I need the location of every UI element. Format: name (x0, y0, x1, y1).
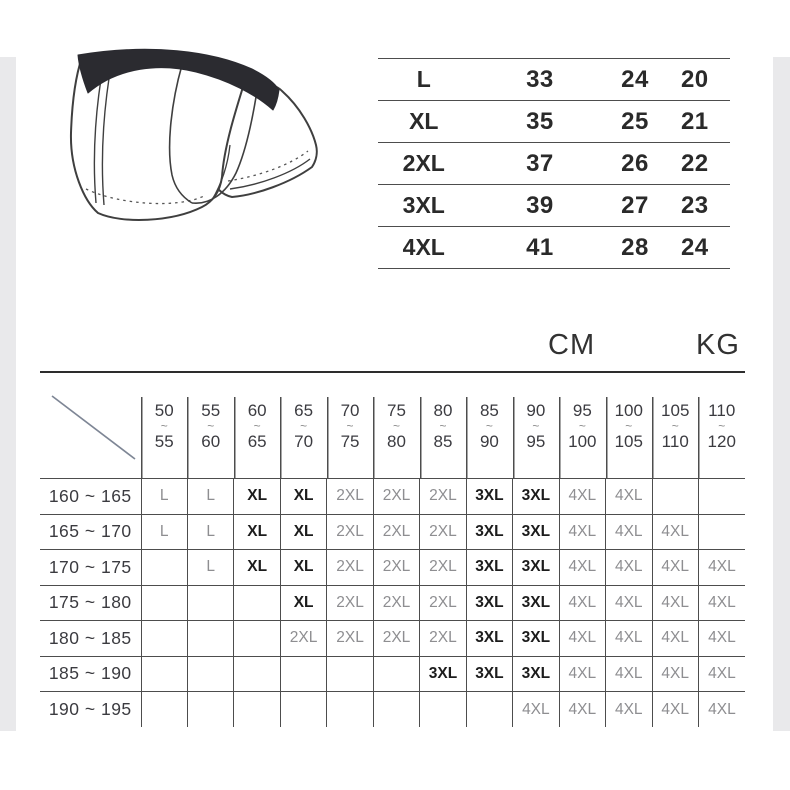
size-cell: 4XL (652, 621, 698, 657)
size-cell (466, 692, 512, 728)
size-cell: 4XL (606, 550, 652, 586)
size-cell: 2XL (327, 514, 373, 550)
size-cell: L (187, 550, 233, 586)
size-matrix-table (40, 371, 745, 727)
size-cell: L (187, 479, 233, 515)
size-label: 2XL (378, 143, 470, 185)
height-range-label: 180 ~ 185 (40, 621, 141, 657)
size-cell (141, 585, 187, 621)
weight-to: 75 (340, 431, 360, 451)
height-range-label: 175 ~ 180 (40, 585, 141, 621)
size-cell: 2XL (373, 585, 419, 621)
size-cell (698, 514, 745, 550)
measurement-value: 21 (660, 101, 730, 143)
matrix-corner-cell (40, 372, 141, 479)
matrix-row (40, 550, 745, 586)
size-cell (327, 656, 373, 692)
measurement-value: 28 (610, 227, 659, 269)
size-cell: 4XL (559, 585, 605, 621)
size-cell: 4XL (652, 585, 698, 621)
matrix-row (40, 585, 745, 621)
size-cell: 4XL (559, 550, 605, 586)
measurement-value: 35 (470, 101, 611, 143)
height-range-label: 170 ~ 175 (40, 550, 141, 586)
size-cell: 4XL (652, 514, 698, 550)
size-cell: 3XL (466, 656, 512, 692)
weight-from: 80 (433, 400, 453, 420)
size-cell: 2XL (327, 550, 373, 586)
size-cell (652, 479, 698, 515)
size-cell: 4XL (606, 692, 652, 728)
size-cell: 3XL (513, 621, 559, 657)
size-cell: L (187, 514, 233, 550)
weight-range-header (327, 372, 373, 479)
size-cell: 4XL (652, 656, 698, 692)
size-cell: 2XL (420, 479, 466, 515)
measurement-row (378, 59, 730, 101)
weight-range-header (559, 372, 605, 479)
range-tilde: ~ (625, 418, 633, 433)
weight-range-header (420, 372, 466, 479)
weight-to: 100 (568, 431, 597, 451)
weight-from: 55 (201, 400, 221, 420)
size-cell: 4XL (698, 692, 745, 728)
size-cell (234, 621, 280, 657)
measurement-row (378, 101, 730, 143)
size-cell: 2XL (420, 585, 466, 621)
range-tilde: ~ (718, 418, 726, 433)
size-cell: XL (280, 585, 326, 621)
size-cell: 3XL (513, 656, 559, 692)
size-cell: L (141, 514, 187, 550)
weight-to: 60 (201, 431, 221, 451)
matrix-row (40, 514, 745, 550)
height-range-label: 190 ~ 195 (48, 699, 132, 719)
size-cell (280, 656, 326, 692)
weight-from: 95 (572, 400, 592, 420)
size-cell: XL (280, 550, 326, 586)
size-cell (234, 692, 280, 728)
measurement-value: 37 (470, 143, 611, 185)
size-cell: 4XL (513, 692, 559, 728)
size-cell: 2XL (373, 479, 419, 515)
size-cell (420, 692, 466, 728)
size-cell: 4XL (559, 479, 605, 515)
weight-from: 75 (387, 400, 406, 420)
size-cell: 4XL (652, 692, 698, 728)
page-gutter-left (0, 57, 16, 731)
size-cell (141, 656, 187, 692)
size-cell: 2XL (327, 621, 373, 657)
size-cell: 3XL (466, 621, 512, 657)
page-gutter-right (773, 57, 790, 731)
size-cell: 4XL (606, 585, 652, 621)
range-tilde: ~ (160, 418, 168, 433)
measurement-table-body (378, 59, 730, 269)
measurement-row (378, 227, 730, 269)
measurement-value: 39 (470, 185, 611, 227)
weight-to: 110 (661, 431, 689, 451)
size-cell: 2XL (420, 621, 466, 657)
weight-from: 65 (294, 400, 314, 420)
height-range-label: 165 ~ 170 (40, 514, 141, 550)
size-cell: 2XL (420, 514, 466, 550)
weight-to: 120 (707, 431, 736, 451)
height-range-label: 185 ~ 190 (40, 656, 141, 692)
size-cell: 2XL (280, 621, 326, 657)
size-cell: 3XL (513, 479, 559, 515)
weight-to: 80 (387, 431, 406, 451)
measurement-value: 33 (470, 59, 611, 101)
size-cell: 3XL (466, 514, 512, 550)
weight-range-header (234, 372, 280, 479)
size-label: XL (378, 101, 470, 143)
size-label: 4XL (378, 227, 470, 269)
size-cell (187, 656, 233, 692)
size-cell: 2XL (420, 550, 466, 586)
size-cell: 2XL (327, 479, 373, 515)
size-cell: 3XL (466, 550, 512, 586)
size-cell: 4XL (559, 692, 605, 728)
size-cell: XL (280, 514, 326, 550)
size-cell: 4XL (559, 621, 605, 657)
size-label: 3XL (378, 185, 470, 227)
size-cell: 4XL (698, 550, 745, 586)
weight-from: 90 (526, 400, 546, 420)
range-tilde: ~ (532, 418, 540, 433)
size-cell: 4XL (698, 585, 745, 621)
size-cell (373, 692, 419, 728)
size-cell: 2XL (373, 621, 419, 657)
size-cell: 2XL (373, 550, 419, 586)
weight-to: 65 (247, 431, 267, 451)
size-cell: 4XL (606, 621, 652, 657)
weight-range-header (698, 372, 745, 479)
measurement-value: 26 (610, 143, 659, 185)
matrix-row (40, 479, 745, 515)
size-label: L (378, 59, 470, 101)
boxer-briefs-sketch (60, 45, 350, 245)
range-tilde: ~ (207, 418, 215, 433)
size-cell: XL (280, 479, 326, 515)
size-cell (141, 692, 187, 728)
weight-to: 90 (479, 431, 499, 451)
size-cell (234, 656, 280, 692)
size-cell: 3XL (466, 585, 512, 621)
weight-from: 100 (614, 400, 643, 420)
range-tilde: ~ (253, 418, 261, 433)
size-cell: 4XL (606, 656, 652, 692)
weight-range-header (513, 372, 559, 479)
size-cell (280, 692, 326, 728)
height-unit-label: CM (548, 329, 596, 361)
size-cell: XL (234, 514, 280, 550)
range-tilde: ~ (485, 418, 493, 433)
size-cell: 4XL (698, 656, 745, 692)
weight-to: 105 (614, 431, 643, 451)
measurement-value: 25 (610, 101, 659, 143)
height-range-label: 160 ~ 165 (40, 479, 141, 515)
size-cell: XL (234, 479, 280, 515)
weight-to: 55 (154, 431, 174, 451)
size-cell: L (141, 479, 187, 515)
weight-to: 95 (526, 431, 546, 451)
size-cell (234, 585, 280, 621)
measurement-value: 24 (660, 227, 730, 269)
weight-range-header (141, 372, 187, 479)
range-tilde: ~ (671, 418, 679, 433)
size-cell: 4XL (652, 550, 698, 586)
size-cell: 3XL (513, 514, 559, 550)
size-cell: 4XL (698, 621, 745, 657)
measurement-table (378, 58, 730, 269)
weight-unit-label: KG (696, 329, 740, 361)
measurement-value: 22 (660, 143, 730, 185)
weight-from: 70 (340, 400, 360, 420)
matrix-row (40, 621, 745, 657)
weight-range-header (466, 372, 512, 479)
range-tilde: ~ (439, 418, 447, 433)
size-cell (373, 656, 419, 692)
weight-from: 85 (479, 400, 499, 420)
measurement-value: 41 (470, 227, 611, 269)
size-cell: 2XL (327, 585, 373, 621)
measurement-value: 23 (660, 185, 730, 227)
measurement-row (378, 185, 730, 227)
size-cell: 4XL (559, 656, 605, 692)
measurement-value: 20 (660, 59, 730, 101)
range-tilde: ~ (393, 418, 401, 433)
size-cell: 3XL (513, 585, 559, 621)
size-cell: 4XL (606, 479, 652, 515)
measurement-value: 27 (610, 185, 659, 227)
weight-to: 85 (433, 431, 453, 451)
matrix-row (40, 692, 745, 728)
size-cell (187, 692, 233, 728)
size-cell (141, 621, 187, 657)
size-cell (187, 621, 233, 657)
size-cell (698, 479, 745, 515)
weight-from: 50 (154, 400, 174, 420)
size-cell: 2XL (373, 514, 419, 550)
size-cell: XL (234, 550, 280, 586)
range-tilde: ~ (578, 418, 586, 433)
matrix-row (40, 656, 745, 692)
weight-from: 105 (661, 400, 690, 420)
matrix-body (40, 479, 745, 728)
weight-to: 70 (294, 431, 314, 451)
measurement-value: 24 (610, 59, 659, 101)
measurement-row (378, 143, 730, 185)
size-cell: 4XL (606, 514, 652, 550)
range-tilde: ~ (300, 418, 308, 433)
weight-range-header (606, 372, 652, 479)
weight-from: 60 (247, 400, 267, 420)
size-cell: 3XL (466, 479, 512, 515)
weight-range-header (187, 372, 233, 479)
weight-range-header (652, 372, 698, 479)
size-cell (187, 585, 233, 621)
weight-range-header (373, 372, 419, 479)
size-cell (141, 550, 187, 586)
weight-range-header (280, 372, 326, 479)
size-cell: 4XL (559, 514, 605, 550)
corner-diagonal-line (40, 373, 141, 478)
weight-from: 110 (708, 400, 736, 420)
matrix-header-row (40, 372, 745, 479)
size-cell: 3XL (420, 656, 466, 692)
range-tilde: ~ (346, 418, 354, 433)
size-cell: 3XL (513, 550, 559, 586)
size-cell (327, 692, 373, 728)
